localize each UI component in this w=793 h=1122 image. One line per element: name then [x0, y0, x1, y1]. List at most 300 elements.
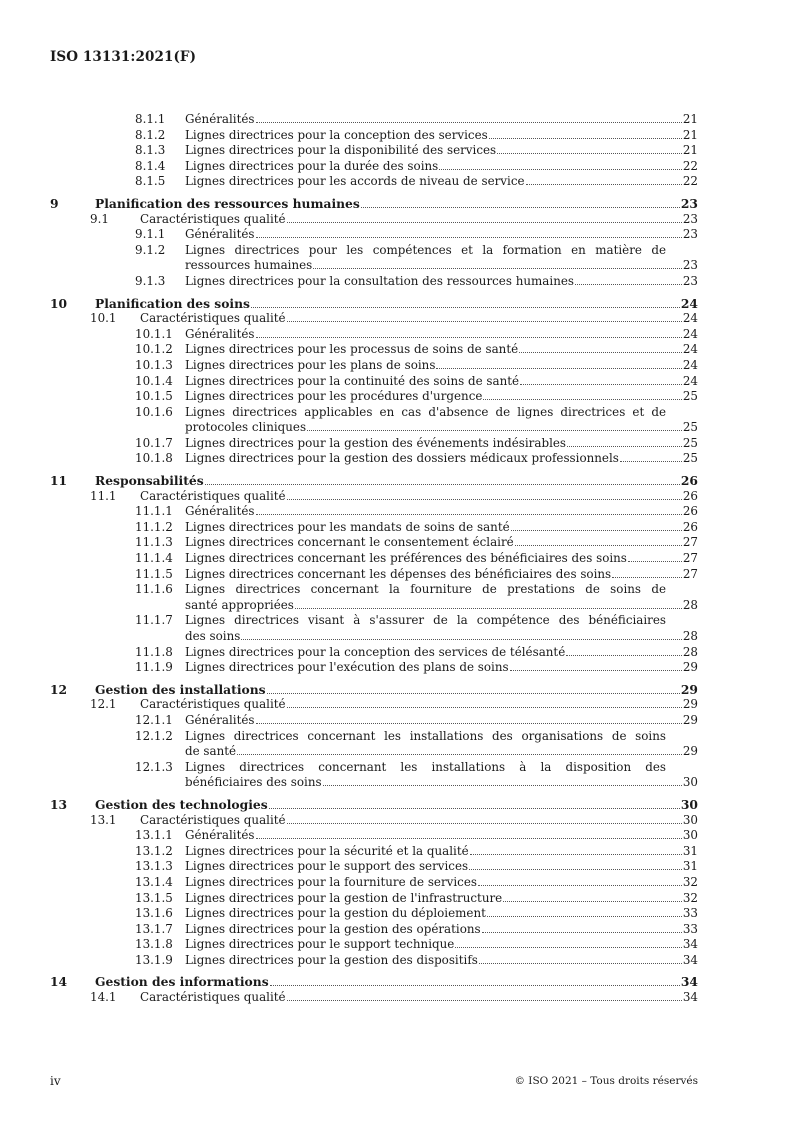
toc-entry-12-1-3[interactable] [50, 760, 698, 791]
dot-leader [256, 504, 682, 515]
dot-leader [526, 174, 682, 185]
toc-entry-title: Lignes directrices visant à s'assurer de la compétence des bénéficiaires [185, 613, 666, 628]
toc-entry-title: Lignes directrices pour la gestion des dossiers médicaux professionnels [185, 451, 619, 466]
toc-page-number: 25 [682, 451, 698, 466]
toc-page-number: 27 [682, 551, 698, 566]
toc-entry-number: 11.1.5 [135, 566, 173, 581]
toc-entry-13-1-2[interactable] [50, 844, 698, 860]
dot-leader [270, 975, 680, 986]
toc-page-number: 23 [682, 258, 698, 273]
toc-entry-body [185, 613, 698, 644]
toc-entry-body [185, 358, 698, 374]
dot-leader [287, 212, 682, 223]
toc-entry-title: Lignes directrices pour le support des services [185, 859, 469, 874]
toc-entry-title: Lignes directrices pour la conception des services [185, 127, 488, 142]
toc-entry-body [185, 729, 698, 760]
toc-entry-body [140, 990, 698, 1006]
toc-entry-number: 12.1 [90, 697, 117, 712]
toc-entry-11-1-9[interactable] [50, 660, 698, 676]
toc-page-number: 30 [682, 828, 698, 843]
toc-page-number: 24 [682, 357, 698, 372]
toc-entry-body [185, 660, 698, 676]
toc-entry-number: 9.1 [90, 211, 109, 226]
toc-page-number: 30 [680, 796, 698, 812]
dot-leader [287, 489, 682, 500]
toc-entry-number: 10 [50, 295, 68, 311]
toc-entry-number: 12 [50, 681, 68, 697]
toc-entry-title: Lignes directrices pour la durée des soins [185, 158, 439, 173]
toc-entry-number: 13.1.6 [135, 906, 173, 921]
toc-entry-body [185, 713, 698, 729]
toc-page-number: 23 [682, 227, 698, 242]
toc-entry-number: 10.1 [90, 311, 117, 326]
toc-entry-title: Lignes directrices applicables en cas d'absence de lignes directrices et de [185, 404, 666, 419]
dot-leader [487, 906, 682, 917]
toc-entry-number: 9.1.2 [135, 242, 166, 257]
toc-entry-body [95, 473, 698, 489]
toc-entry-body [185, 760, 698, 791]
toc-entry-8-1-4[interactable] [50, 159, 698, 175]
toc-entry-body [185, 535, 698, 551]
toc-entry-title: Généralités [185, 326, 255, 341]
toc-entry-number: 10.1.2 [135, 342, 173, 357]
toc-entry-number: 13.1.2 [135, 843, 173, 858]
toc-entry-title-continued: protocoles cliniques [185, 420, 307, 435]
toc-entry-title: Lignes directrices concernant les installations des organisations de soins [185, 728, 666, 743]
toc-page-number: 26 [680, 473, 698, 489]
toc-page-number: 21 [682, 127, 698, 142]
toc-entry-12-1-1[interactable] [50, 713, 698, 729]
toc-entry-number: 10.1.7 [135, 435, 173, 450]
toc-entry-body [95, 682, 698, 698]
toc-entry-12[interactable] [50, 682, 698, 698]
dot-leader [361, 197, 680, 208]
toc-page-number: 30 [682, 812, 698, 827]
toc-entry-10-1[interactable] [50, 311, 698, 327]
toc-entry-title: Responsabilités [95, 473, 204, 489]
dot-leader [256, 227, 682, 238]
toc-entry-13-1-7[interactable] [50, 922, 698, 938]
toc-entry-11-1-8[interactable] [50, 645, 698, 661]
dot-leader [469, 859, 682, 870]
toc-entry-body [185, 567, 698, 583]
toc-entry-title: Lignes directrices concernant les installations à la disposition des [185, 759, 666, 774]
dot-leader [519, 342, 682, 353]
copyright-notice: © ISO 2021 – Tous droits réservés [514, 1075, 698, 1087]
toc-entry-body [140, 212, 698, 228]
toc-page-number: 28 [682, 629, 698, 643]
toc-entry-number: 8.1.5 [135, 174, 166, 189]
toc-entry-10-1-4[interactable] [50, 374, 698, 390]
toc-entry-number: 11.1.2 [135, 519, 173, 534]
dot-leader [256, 713, 682, 724]
toc-entry-title: Lignes directrices pour la gestion de l'infrastructure [185, 890, 503, 905]
toc-entry-title: Lignes directrices pour la gestion des événements indésirables [185, 435, 567, 450]
toc-entry-title: Caractéristiques qualité [140, 488, 286, 503]
toc-entry-number: 12.1.2 [135, 728, 173, 743]
toc-entry-title: Lignes directrices pour l'exécution des plans de soins [185, 660, 509, 675]
toc-entry-number: 14.1 [90, 990, 117, 1005]
toc-entry-title: Généralités [185, 504, 255, 519]
toc-entry-body [95, 974, 698, 990]
toc-entry-number: 13.1.1 [135, 828, 173, 843]
toc-entry-8-1-2[interactable] [50, 128, 698, 144]
dot-leader [436, 358, 681, 369]
toc-entry-number: 13.1.9 [135, 952, 173, 967]
toc-entry-number: 10.1.1 [135, 326, 173, 341]
toc-entry-9[interactable] [50, 196, 698, 212]
toc-entry-body [95, 296, 698, 312]
toc-entry-14-1[interactable] [50, 990, 698, 1006]
toc-page-number: 29 [682, 697, 698, 712]
toc-entry-body [185, 274, 698, 290]
toc-entry-title: Généralités [185, 712, 255, 727]
dot-leader [620, 451, 682, 462]
dot-leader [483, 389, 681, 400]
toc-page-number: 21 [682, 143, 698, 158]
toc-page-number: 24 [682, 342, 698, 357]
toc-entry-number: 13.1 [90, 812, 117, 827]
toc-entry-body [140, 697, 698, 713]
toc-entry-body [185, 159, 698, 175]
toc-entry-10-1-5[interactable] [50, 389, 698, 405]
toc-page-number: 31 [682, 859, 698, 874]
toc-entry-number: 12.1.3 [135, 759, 173, 774]
dot-leader [567, 436, 682, 447]
toc-entry-title: Caractéristiques qualité [140, 311, 286, 326]
dot-leader [323, 775, 682, 786]
toc-page-number: 34 [682, 990, 698, 1005]
toc-entry-title: Lignes directrices pour la fourniture de services [185, 874, 477, 889]
toc-entry-10-1-2[interactable] [50, 342, 698, 358]
toc-page-number: 23 [680, 195, 698, 211]
dot-leader [295, 598, 682, 609]
toc-entry-body [185, 327, 698, 343]
toc-entry-body [185, 243, 698, 274]
dot-leader [256, 327, 682, 338]
toc-entry-13-1-8[interactable] [50, 937, 698, 953]
dot-leader [269, 798, 680, 809]
toc-entry-13-1-1[interactable] [50, 828, 698, 844]
toc-page-number: 32 [682, 890, 698, 905]
toc-entry-body [185, 551, 698, 567]
toc-entry-number: 10.1.6 [135, 404, 173, 419]
toc-entry-11-1-6[interactable] [50, 582, 698, 613]
toc-entry-title: Gestion des technologies [95, 796, 268, 812]
toc-entry-13-1-4[interactable] [50, 875, 698, 891]
toc-entry-title: Lignes directrices pour la sécurité et la qualité [185, 843, 469, 858]
toc-entry-title: Gestion des informations [95, 974, 269, 990]
toc-entry-body [185, 143, 698, 159]
toc-entry-title: Lignes directrices pour la continuité des soins de santé [185, 373, 520, 388]
toc-entry-11-1-3[interactable] [50, 535, 698, 551]
toc-page-number: 21 [682, 112, 698, 126]
dot-leader [482, 922, 682, 933]
toc-entry-title: Planification des ressources humaines [95, 195, 360, 211]
toc-entry-body [185, 436, 698, 452]
toc-entry-11-1-7[interactable] [50, 613, 698, 644]
toc-entry-number: 11.1.1 [135, 504, 173, 519]
toc-entry-number: 11 [50, 473, 68, 489]
toc-page-number: 24 [682, 373, 698, 388]
toc-entry-number: 13.1.4 [135, 874, 173, 889]
toc-entry-number: 8.1.1 [135, 112, 166, 126]
toc-page-number: 34 [682, 937, 698, 952]
toc-entry-number: 11.1.7 [135, 613, 173, 628]
toc-page-number: 26 [682, 504, 698, 519]
dot-leader [511, 520, 682, 531]
dot-leader [313, 258, 682, 269]
toc-entry-11-1-2[interactable] [50, 520, 698, 536]
dot-leader [237, 744, 682, 755]
toc-entry-9-1-3[interactable] [50, 274, 698, 290]
toc-entry-title: Lignes directrices pour les processus de soins de santé [185, 342, 519, 357]
toc-page-number: 27 [682, 566, 698, 581]
dot-leader [575, 274, 682, 285]
toc-entry-title: Lignes directrices pour la gestion des opérations [185, 921, 481, 936]
toc-entry-number: 8.1.3 [135, 143, 166, 158]
toc-entry-13-1-5[interactable] [50, 891, 698, 907]
toc-entry-11-1-4[interactable] [50, 551, 698, 567]
toc-entry-body [185, 645, 698, 661]
toc-page-number: 25 [682, 435, 698, 450]
toc-entry-body [140, 489, 698, 505]
toc-entry-13-1-9[interactable] [50, 953, 698, 969]
toc-entry-10-1-7[interactable] [50, 436, 698, 452]
toc-entry-title: Lignes directrices concernant les dépenses des bénéficiaires des soins [185, 566, 612, 581]
toc-page-number: 33 [682, 906, 698, 921]
toc-entry-title: Caractéristiques qualité [140, 697, 286, 712]
toc-entry-title: Lignes directrices pour les plans de soins [185, 357, 436, 372]
dot-leader [307, 420, 682, 431]
toc-page-number: 29 [682, 712, 698, 727]
toc-entry-body [185, 405, 698, 436]
toc-page-number: 28 [682, 597, 698, 612]
toc-entry-title: Généralités [185, 828, 255, 843]
dot-leader [251, 297, 680, 308]
toc-entry-11-1[interactable] [50, 489, 698, 505]
dot-leader [455, 937, 682, 948]
toc-entry-title: Lignes directrices concernant les préférences des bénéficiaires des soins [185, 551, 627, 566]
toc-entry-title: Généralités [185, 227, 255, 242]
toc-entry-title: Lignes directrices pour les accords de niveau de service [185, 174, 525, 189]
toc-entry-body [95, 196, 698, 212]
toc-entry-title: Généralités [185, 112, 255, 126]
toc-entry-title: Gestion des installations [95, 681, 266, 697]
dot-leader [287, 813, 682, 824]
toc-entry-number: 10.1.5 [135, 389, 173, 404]
toc-entry-title: Lignes directrices pour la consultation des ressources humaines [185, 273, 574, 288]
dot-leader [439, 159, 682, 170]
dot-leader [479, 953, 682, 964]
toc-entry-body [185, 342, 698, 358]
dot-leader [515, 535, 682, 546]
dot-leader [470, 844, 682, 855]
toc-entry-title: Lignes directrices concernant le consentement éclairé [185, 535, 514, 550]
toc-entry-title-continued: de santé [185, 744, 237, 759]
toc-entry-title-continued: bénéficiaires des soins [185, 775, 322, 790]
toc-entry-8-1-5[interactable] [50, 174, 698, 190]
toc-entry-title-continued: ressources humaines [185, 258, 313, 273]
toc-page-number: 26 [682, 488, 698, 503]
toc-entry-8-1-3[interactable] [50, 143, 698, 159]
dot-leader [628, 551, 682, 562]
dot-leader [256, 828, 682, 839]
toc-page-number: 24 [680, 295, 698, 311]
toc-entry-title: Lignes directrices pour les mandats de soins de santé [185, 519, 510, 534]
toc-page-number: 29 [682, 660, 698, 675]
toc-entry-9-1-1[interactable] [50, 227, 698, 243]
toc-entry-body [185, 112, 698, 128]
dot-leader [520, 374, 682, 385]
toc-entry-number: 8.1.4 [135, 158, 166, 173]
toc-entry-number: 10.1.8 [135, 451, 173, 466]
toc-page-number: 32 [682, 874, 698, 889]
toc-page-number: 33 [682, 921, 698, 936]
toc-entry-body [185, 922, 698, 938]
toc-entry-title: Lignes directrices concernant la fourniture de prestations de soins de [185, 582, 666, 597]
toc-entry-number: 8.1.2 [135, 127, 166, 142]
toc-page-number: 29 [682, 744, 698, 759]
toc-entry-number: 11.1.3 [135, 535, 173, 550]
toc-page-number: 31 [682, 843, 698, 858]
toc-page-number: 27 [682, 535, 698, 550]
toc-entry-number: 11.1.9 [135, 660, 173, 675]
toc-entry-9-1[interactable] [50, 212, 698, 228]
toc-entry-13-1-6[interactable] [50, 906, 698, 922]
toc-entry-title: Caractéristiques qualité [140, 990, 286, 1005]
toc-entry-10-1-3[interactable] [50, 358, 698, 374]
toc-entry-body [185, 227, 698, 243]
toc-entry-8-1-1[interactable] [50, 112, 698, 128]
toc-page-number: 29 [680, 681, 698, 697]
toc-entry-number: 13.1.3 [135, 859, 173, 874]
dot-leader [497, 143, 682, 154]
toc-entry-13[interactable] [50, 797, 698, 813]
toc-entry-12-1[interactable] [50, 697, 698, 713]
toc-entry-title: Planification des soins [95, 295, 250, 311]
toc-page-number: 28 [682, 644, 698, 659]
toc-entry-body [185, 451, 698, 467]
toc-entry-title: Lignes directrices pour le support technique [185, 937, 455, 952]
toc-entry-body [185, 828, 698, 844]
toc-entry-number: 13.1.7 [135, 921, 173, 936]
toc-entry-number: 13.1.5 [135, 890, 173, 905]
toc-entry-10-1-1[interactable] [50, 327, 698, 343]
toc-entry-number: 13 [50, 796, 68, 812]
toc-entry-13-1-3[interactable] [50, 859, 698, 875]
dot-leader [205, 474, 680, 485]
toc-entry-10[interactable] [50, 296, 698, 312]
toc-page-number: 24 [682, 326, 698, 341]
toc-entry-body [185, 859, 698, 875]
toc-entry-body [185, 504, 698, 520]
toc-entry-number: 13.1.8 [135, 937, 173, 952]
toc-entry-title: Lignes directrices pour la disponibilité des services [185, 143, 497, 158]
toc-page-number: 22 [682, 158, 698, 173]
toc-entry-title-continued: santé appropriées [185, 597, 294, 612]
toc-entry-body [185, 875, 698, 891]
toc-entry-title: Lignes directrices pour la gestion des dispositifs [185, 952, 478, 967]
dot-leader [503, 891, 682, 902]
toc-entry-title: Caractéristiques qualité [140, 211, 286, 226]
toc-entry-title: Lignes directrices pour la gestion du déploiement [185, 906, 486, 921]
toc-entry-body [185, 582, 698, 613]
page-number: iv [50, 1074, 61, 1088]
toc-entry-12-1-2[interactable] [50, 729, 698, 760]
toc-page-number: 24 [682, 311, 698, 326]
toc-entry-title: Lignes directrices pour la conception des services de télésanté [185, 644, 566, 659]
dot-leader [267, 683, 680, 694]
toc-entry-11-1-1[interactable] [50, 504, 698, 520]
toc-entry-body [185, 389, 698, 405]
toc-entry-number: 12.1.1 [135, 712, 173, 727]
toc-entry-14[interactable] [50, 974, 698, 990]
dot-leader [287, 697, 682, 708]
dot-leader [612, 567, 682, 578]
dot-leader [287, 311, 682, 322]
dot-leader [241, 629, 682, 640]
toc-entry-body [95, 797, 698, 813]
toc-page-number: 25 [682, 389, 698, 404]
toc-entry-title: Lignes directrices pour les procédures d'urgence [185, 389, 483, 404]
toc-entry-body [185, 128, 698, 144]
toc-page-number: 34 [682, 952, 698, 967]
toc-page-number: 30 [682, 775, 698, 790]
dot-leader [510, 660, 682, 671]
toc-entry-11-1-5[interactable] [50, 567, 698, 583]
toc-entry-number: 11.1.8 [135, 644, 173, 659]
toc-entry-11[interactable] [50, 473, 698, 489]
toc-page-number: 22 [682, 174, 698, 189]
dot-leader [489, 128, 682, 139]
toc-entry-body [185, 174, 698, 190]
toc-entry-number: 9.1.3 [135, 273, 166, 288]
toc-entry-9-1-2[interactable] [50, 243, 698, 274]
dot-leader [478, 875, 682, 886]
toc-entry-number: 9.1.1 [135, 227, 166, 242]
toc-entry-number: 14 [50, 974, 68, 990]
toc-entry-body [140, 311, 698, 327]
toc-entry-10-1-8[interactable] [50, 451, 698, 467]
toc-entry-number: 11.1.4 [135, 551, 173, 566]
toc-entry-body [140, 813, 698, 829]
toc-entry-number: 11.1 [90, 488, 117, 503]
toc-entry-10-1-6[interactable] [50, 405, 698, 436]
toc-entry-body [185, 891, 698, 907]
toc-entry-body [185, 937, 698, 953]
toc-entry-title: Caractéristiques qualité [140, 812, 286, 827]
dot-leader [256, 112, 682, 123]
toc-entry-title-continued: des soins [185, 629, 241, 643]
toc-entry-body [185, 906, 698, 922]
toc-entry-body [185, 374, 698, 390]
toc-entry-13-1[interactable] [50, 813, 698, 829]
toc-entry-title: Lignes directrices pour les compétences et la formation en matière de [185, 242, 666, 257]
toc-page-number: 34 [680, 974, 698, 990]
table-of-contents [50, 112, 698, 1006]
document-id-header: ISO 13131:2021(F) [50, 49, 197, 65]
toc-entry-body [185, 953, 698, 969]
toc-entry-body [185, 844, 698, 860]
toc-entry-number: 11.1.6 [135, 582, 173, 597]
toc-entry-number: 10.1.4 [135, 373, 173, 388]
toc-page-number: 25 [682, 420, 698, 435]
toc-entry-number: 10.1.3 [135, 357, 173, 372]
dot-leader [287, 990, 682, 1001]
toc-entry-number: 9 [50, 195, 59, 211]
toc-page-number: 23 [682, 273, 698, 288]
